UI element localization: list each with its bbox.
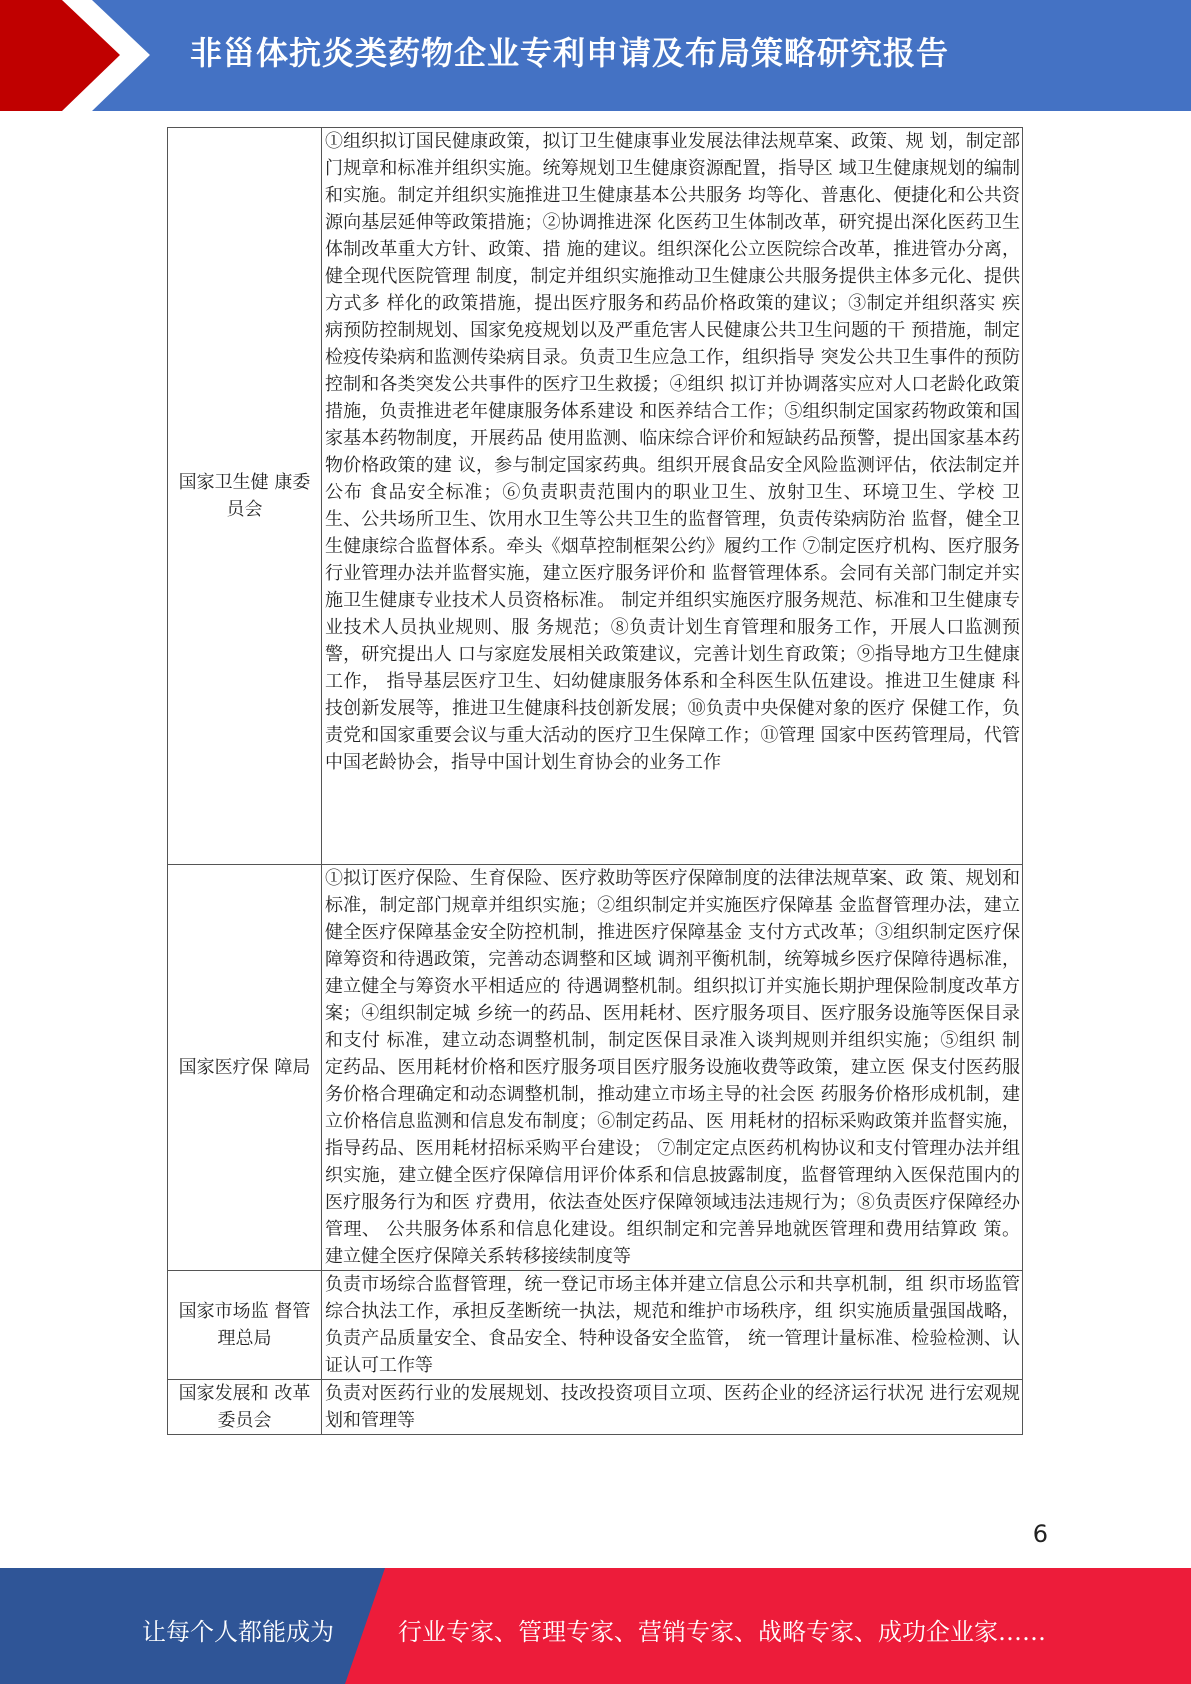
table-row — [168, 128, 1023, 865]
duties-cell: 负责市场综合监督管理，统一登记市场主体并建立信息公示和共享机制，组 织市场监管综合执法工作，承担反垄断统一执法，规范和维护市场秩序，组 织实施质量强国战略，负责产品质量安全、食品安全、特种设备安全监管， 统一管理计量标准、检验检测、认证认可工作等 — [322, 1271, 1023, 1380]
footer-slogan-right: 行业专家、管理专家、营销专家、战略专家、成功企业家…… — [398, 1618, 1046, 1646]
table-row — [168, 1380, 1023, 1435]
org-name-cell: 国家发展和 改革委员会 — [168, 1380, 322, 1435]
org-name-cell: 国家卫生健 康委员会 — [168, 128, 322, 865]
duties-cell: ①组织拟订国民健康政策，拟订卫生健康事业发展法律法规草案、政策、规 划，制定部门规章和标准并组织实施。统筹规划卫生健康资源配置，指导区 域卫生健康规划的编制和实施。制定并组织实施推进卫生健康基本公共服务 均等化、普惠化、便捷化和公共资源向基层延伸等政策措施；②协调推进深 化医药卫生体制改革，研究提出深化医药卫生体制改革重大方针、政策、措 施的建议。组织深化公立医院综合改革，推进管办分离，健全现代医院管理 制度，制定并组织实施推动卫生健康公共服务提供主体多元化、提供方式多 样化的政策措施，提出医疗服务和药品价格政策的建议；③制定并组织落实 疾病预防控制规划、国家免疫规划以及严重危害人民健康公共卫生问题的干 预措施，制定检疫传染病和监测传染病目录。负责卫生应急工作，组织指导 突发公共卫生事件的预防控制和各类突发公共事件的医疗卫生救援；④组织 拟订并协调落实应对人口老龄化政策措施，负责推进老年健康服务体系建设 和医养结合工作；⑤组织制定国家药物政策和国家基本药物制度，开展药品 使用监测、临床综合评价和短缺药品预警，提出国家基本药物价格政策的建 议，参与制定国家药典。组织开展食品安全风险监测评估，依法制定并公布 食品安全标准；⑥负责职责范围内的职业卫生、放射卫生、环境卫生、学校 卫生、公共场所卫生、饮用水卫生等公共卫生的监督管理，负责传染病防治 监督，健全卫生健康综合监督体系。牵头《烟草控制框架公约》履约工作 ⑦制定医疗机构、医疗服务行业管理办法并监督实施，建立医疗服务评价和 监督管理体系。会同有关部门制定并实施卫生健康专业技术人员资格标准。 制定并组织实施医疗服务规范、标准和卫生健康专业技术人员执业规则、服 务规范；⑧负责计划生育管理和服务工作，开展人口监测预警，研究提出人 口与家庭发展相关政策建议，完善计划生育政策；⑨指导地方卫生健康工作， 指导基层医疗卫生、妇幼健康服务体系和全科医生队伍建设。推进卫生健康 科技创新发展等，推进卫生健康科技创新发展；⑩负责中央保健对象的医疗 保健工作，负责党和国家重要会议与重大活动的医疗卫生保障工作；⑪管理 国家中医药管理局，代管中国老龄协会，指导中国计划生育协会的业务工作 — [322, 128, 1023, 865]
org-name-cell: 国家市场监 督管理总局 — [168, 1271, 322, 1380]
duties-cell: 负责对医药行业的发展规划、技改投资项目立项、医药企业的经济运行状况 进行宏观规划和管理等 — [322, 1380, 1023, 1435]
duties-table — [167, 127, 1023, 1435]
table-row — [168, 865, 1023, 1271]
org-name-cell: 国家医疗保 障局 — [168, 865, 322, 1271]
footer-slogan-left: 让每个人都能成为 — [142, 1618, 334, 1646]
page-footer — [0, 1568, 1191, 1684]
report-title: 非甾体抗炎类药物企业专利申请及布局策略研究报告 — [190, 34, 950, 72]
page-header — [0, 0, 1191, 111]
table-row — [168, 1271, 1023, 1380]
duties-cell: ①拟订医疗保险、生育保险、医疗救助等医疗保障制度的法律法规草案、政 策、规划和标准，制定部门规章并组织实施；②组织制定并实施医疗保障基 金监督管理办法，建立健全医疗保障基金安全防控机制，推进医疗保障基金 支付方式改革；③组织制定医疗保障筹资和待遇政策，完善动态调整和区域 调剂平衡机制，统筹城乡医疗保障待遇标准，建立健全与筹资水平相适应的 待遇调整机制。组织拟订并实施长期护理保险制度改革方案；④组织制定城 乡统一的药品、医用耗材、医疗服务项目、医疗服务设施等医保目录和支付 标准，建立动态调整机制，制定医保目录准入谈判规则并组织实施；⑤组织 制定药品、医用耗材价格和医疗服务项目医疗服务设施收费等政策，建立医 保支付医药服务价格合理确定和动态调整机制，推动建立市场主导的社会医 药服务价格形成机制，建立价格信息监测和信息发布制度；⑥制定药品、医 用耗材的招标采购政策并监督实施，指导药品、医用耗材招标采购平台建设； ⑦制定定点医药机构协议和支付管理办法并组织实施，建立健全医疗保障信用评价体系和信息披露制度，监督管理纳入医保范围内的医疗服务行为和医 疗费用，依法查处医疗保障领域违法违规行为；⑧负责医疗保障经办管理、 公共服务体系和信息化建设。组织制定和完善异地就医管理和费用结算政 策。建立健全医疗保障关系转移接续制度等 — [322, 865, 1023, 1271]
page-number: 6 — [1032, 1520, 1048, 1548]
